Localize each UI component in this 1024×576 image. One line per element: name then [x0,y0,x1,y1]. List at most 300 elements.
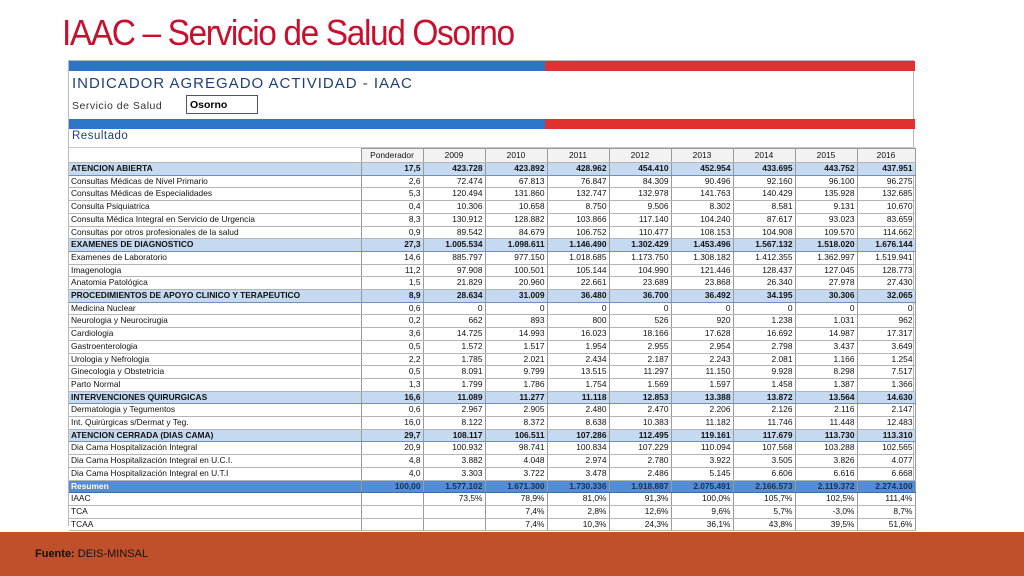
value-cell[interactable]: 141.763 [671,188,733,201]
value-cell[interactable]: 102.565 [857,442,915,455]
value-cell[interactable]: 1,3 [361,378,423,391]
value-cell[interactable]: 1.018.685 [547,251,609,264]
value-cell[interactable]: 16.692 [733,328,795,341]
value-cell[interactable]: 22.661 [547,277,609,290]
value-cell[interactable]: 1.518.020 [795,239,857,252]
value-cell[interactable]: 36.480 [547,290,609,303]
value-cell[interactable]: 6.668 [857,467,915,480]
value-cell[interactable]: 0 [857,302,915,315]
value-cell[interactable]: 3.882 [423,455,485,468]
value-cell[interactable]: 2.470 [609,404,671,417]
value-cell[interactable]: 12,6% [609,505,671,518]
value-cell[interactable]: 106.752 [547,226,609,239]
row-label-cell[interactable]: ATENCION CERRADA (DIAS CAMA) [69,429,361,442]
row-label-cell[interactable]: Dia Cama Hospitalización Integral en U.T.I [69,467,361,480]
value-cell[interactable]: 2.967 [423,404,485,417]
value-cell[interactable]: 132.747 [547,188,609,201]
row-label-cell[interactable]: Anatomia Patológica [69,277,361,290]
table-row [69,226,915,239]
row-label-cell[interactable]: Resumen [69,480,361,493]
value-cell[interactable]: 5.145 [671,467,733,480]
value-cell[interactable]: 107.229 [609,442,671,455]
table-row [69,366,915,379]
value-cell[interactable]: 1.799 [423,378,485,391]
value-cell[interactable]: 8,9 [361,290,423,303]
value-cell[interactable]: 87.617 [733,213,795,226]
value-cell[interactable]: 7,4% [485,505,547,518]
value-cell[interactable]: 113.310 [857,429,915,442]
value-cell[interactable]: 8,7% [857,505,915,518]
row-label-cell[interactable]: Urologia y Nefrologia [69,353,361,366]
value-cell[interactable]: 131.860 [485,188,547,201]
row-label-cell[interactable]: Medicina Nuclear [69,302,361,315]
value-cell[interactable]: 0 [671,302,733,315]
value-cell[interactable]: 12.483 [857,417,915,430]
value-cell[interactable]: 3.505 [733,455,795,468]
value-cell[interactable]: 16,0 [361,417,423,430]
value-cell[interactable]: 89.542 [423,226,485,239]
value-cell[interactable]: 2.486 [609,467,671,480]
value-cell[interactable]: 98.741 [485,442,547,455]
value-cell[interactable]: 121.446 [671,264,733,277]
value-cell[interactable]: 18.166 [609,328,671,341]
value-cell[interactable]: 2.798 [733,340,795,353]
value-cell[interactable]: 112.495 [609,429,671,442]
row-label-cell[interactable]: Consultas Médicas de Especialidades [69,188,361,201]
value-cell[interactable]: 135.928 [795,188,857,201]
value-cell[interactable]: 93.023 [795,213,857,226]
value-cell[interactable]: 0,2 [361,315,423,328]
row-label-cell[interactable]: Dermatologia y Tegumentos [69,404,361,417]
value-cell[interactable]: 111,4% [857,493,915,506]
value-cell[interactable]: 13.564 [795,391,857,404]
row-label-cell[interactable]: Gastroenterologia [69,340,361,353]
value-cell[interactable]: 3.437 [795,340,857,353]
value-cell[interactable]: 1.366 [857,378,915,391]
value-cell[interactable]: 105,7% [733,493,795,506]
row-label-cell[interactable]: Consultas Médicas de Nivel Primario [69,175,361,188]
value-cell[interactable]: 1.254 [857,353,915,366]
value-cell[interactable]: 14.993 [485,328,547,341]
value-cell[interactable]: 20,9 [361,442,423,455]
value-cell[interactable]: 0 [609,302,671,315]
value-cell[interactable]: 31.009 [485,290,547,303]
value-cell[interactable]: 11.277 [485,391,547,404]
value-cell[interactable]: 104.908 [733,226,795,239]
value-cell[interactable]: 8.581 [733,201,795,214]
value-cell[interactable]: 1.954 [547,340,609,353]
value-cell[interactable]: 27.978 [795,277,857,290]
value-cell[interactable]: 100.501 [485,264,547,277]
value-cell[interactable]: 2.187 [609,353,671,366]
value-cell[interactable]: 1.918.887 [609,480,671,493]
value-cell[interactable]: 13.388 [671,391,733,404]
value-cell[interactable]: 2.480 [547,404,609,417]
value-cell[interactable]: 10.306 [423,201,485,214]
value-cell[interactable]: 91,3% [609,493,671,506]
value-cell[interactable]: 109.570 [795,226,857,239]
value-cell[interactable]: 2.954 [671,340,733,353]
value-cell[interactable]: 128.773 [857,264,915,277]
value-cell[interactable]: 1.517 [485,340,547,353]
value-cell[interactable]: 0,5 [361,340,423,353]
value-cell[interactable]: 800 [547,315,609,328]
value-cell[interactable]: 20.960 [485,277,547,290]
value-cell[interactable]: 1.676.144 [857,239,915,252]
value-cell[interactable]: 3.722 [485,467,547,480]
value-cell[interactable]: 43,8% [733,518,795,531]
value-cell[interactable]: 11.448 [795,417,857,430]
value-cell[interactable]: 1.302.429 [609,239,671,252]
section-row [69,163,915,176]
value-cell[interactable]: 2.434 [547,353,609,366]
value-cell[interactable]: 67.813 [485,175,547,188]
value-cell[interactable]: 2.905 [485,404,547,417]
value-cell[interactable]: 2.206 [671,404,733,417]
value-cell[interactable]: 1.166 [795,353,857,366]
value-cell[interactable]: 113.730 [795,429,857,442]
value-cell[interactable]: 2.955 [609,340,671,353]
value-cell[interactable]: 9.799 [485,366,547,379]
value-cell[interactable]: 3.826 [795,455,857,468]
value-cell[interactable]: 36.700 [609,290,671,303]
value-cell[interactable]: 29,7 [361,429,423,442]
row-label-cell[interactable]: Examenes de Laboratorio [69,251,361,264]
value-cell[interactable]: 8.750 [547,201,609,214]
value-cell[interactable]: 140.429 [733,188,795,201]
value-cell[interactable]: 110.094 [671,442,733,455]
value-cell[interactable]: 127.045 [795,264,857,277]
value-cell[interactable]: 34.195 [733,290,795,303]
value-cell[interactable]: 9.506 [609,201,671,214]
value-cell[interactable]: 2.116 [795,404,857,417]
value-cell[interactable]: 10.670 [857,201,915,214]
value-cell[interactable]: 8.372 [485,417,547,430]
value-cell[interactable]: 23.689 [609,277,671,290]
value-cell[interactable]: 13.872 [733,391,795,404]
value-cell[interactable]: 103.866 [547,213,609,226]
value-cell[interactable]: 130.912 [423,213,485,226]
value-cell[interactable]: 1.671.300 [485,480,547,493]
value-cell[interactable]: 10.658 [485,201,547,214]
row-label-cell[interactable]: Ginecologia y Obstetricia [69,366,361,379]
value-cell[interactable]: 11.118 [547,391,609,404]
value-cell[interactable]: 8.302 [671,201,733,214]
value-cell[interactable]: 1.146.490 [547,239,609,252]
value-cell[interactable]: 21.829 [423,277,485,290]
row-label-cell[interactable]: Int. Quirúrgicas s/Dermat y Teg. [69,417,361,430]
value-cell[interactable]: 132.978 [609,188,671,201]
value-cell[interactable]: 104.990 [609,264,671,277]
value-cell[interactable]: 100,00 [361,480,423,493]
value-cell[interactable]: 1.597 [671,378,733,391]
value-cell[interactable]: 0 [485,302,547,315]
value-cell[interactable]: 2.126 [733,404,795,417]
value-cell[interactable]: 96.100 [795,175,857,188]
value-cell[interactable]: 0,6 [361,404,423,417]
row-label-cell[interactable]: PROCEDIMIENTOS DE APOYO CLINICO Y TERAPEUTICO [69,290,361,303]
value-cell[interactable]: 3.478 [547,467,609,480]
value-cell[interactable]: 36.492 [671,290,733,303]
value-cell[interactable]: 8.298 [795,366,857,379]
value-cell[interactable]: 454.410 [609,163,671,176]
value-cell[interactable]: 1.453.496 [671,239,733,252]
value-cell[interactable]: 102,5% [795,493,857,506]
value-cell[interactable]: 2.075.491 [671,480,733,493]
value-cell[interactable]: 23.868 [671,277,733,290]
value-cell[interactable]: 3,6 [361,328,423,341]
value-cell[interactable]: 1.567.132 [733,239,795,252]
value-cell[interactable]: 1.786 [485,378,547,391]
value-cell[interactable]: 1.173.750 [609,251,671,264]
iaac-table [69,148,916,531]
value-cell[interactable]: 8.091 [423,366,485,379]
value-cell[interactable]: 128.882 [485,213,547,226]
value-cell[interactable]: 2.274.100 [857,480,915,493]
value-cell[interactable]: 0,5 [361,366,423,379]
table-row [69,188,915,201]
value-cell[interactable]: 8.122 [423,417,485,430]
value-cell[interactable]: 84.309 [609,175,671,188]
value-cell[interactable]: 443.752 [795,163,857,176]
row-label-cell[interactable]: Consulta Médica Integral en Servicio de Urgencia [69,213,361,226]
value-cell[interactable]: 1.730.336 [547,480,609,493]
value-cell[interactable]: 90.496 [671,175,733,188]
value-cell[interactable]: 1.577.102 [423,480,485,493]
value-cell[interactable]: 1,5 [361,277,423,290]
value-cell[interactable]: 8,3 [361,213,423,226]
value-cell[interactable]: 428.962 [547,163,609,176]
value-cell[interactable]: 132.685 [857,188,915,201]
value-cell[interactable]: 2.974 [547,455,609,468]
value-cell[interactable]: 17.317 [857,328,915,341]
value-cell[interactable]: 14,6 [361,251,423,264]
value-cell[interactable]: 16,6 [361,391,423,404]
value-cell[interactable]: 11,2 [361,264,423,277]
value-cell[interactable]: 10.383 [609,417,671,430]
value-cell[interactable]: 16.023 [547,328,609,341]
value-cell[interactable]: 437.951 [857,163,915,176]
value-cell[interactable]: 106.511 [485,429,547,442]
value-cell[interactable]: 107.568 [733,442,795,455]
value-cell[interactable]: 11.089 [423,391,485,404]
value-cell[interactable]: 10,3% [547,518,609,531]
row-label-cell[interactable]: EXAMENES DE DIAGNOSTICO [69,239,361,252]
value-cell[interactable]: 0,6 [361,302,423,315]
value-cell[interactable]: 11.150 [671,366,733,379]
value-cell[interactable]: 120.494 [423,188,485,201]
row-label-cell[interactable]: Dia Cama Hospitalización Integral [69,442,361,455]
value-cell[interactable]: 2.081 [733,353,795,366]
value-cell[interactable] [361,493,423,506]
row-label-cell[interactable]: TCAA [69,518,361,531]
value-cell[interactable]: 92.160 [733,175,795,188]
value-cell[interactable]: 117.140 [609,213,671,226]
value-cell[interactable]: 17,5 [361,163,423,176]
table-row [69,213,915,226]
value-cell[interactable]: 5,7% [733,505,795,518]
value-cell[interactable]: 1.754 [547,378,609,391]
value-cell[interactable]: 526 [609,315,671,328]
value-cell[interactable]: 105.144 [547,264,609,277]
value-cell[interactable]: 1.362.997 [795,251,857,264]
value-cell[interactable]: 0 [423,302,485,315]
value-cell[interactable]: 84.679 [485,226,547,239]
value-cell[interactable]: 0,9 [361,226,423,239]
value-cell[interactable]: 27,3 [361,239,423,252]
value-cell[interactable]: 9.928 [733,366,795,379]
value-cell[interactable]: 32.065 [857,290,915,303]
row-label-cell[interactable]: ATENCION ABIERTA [69,163,361,176]
value-cell[interactable] [423,518,485,531]
value-cell[interactable]: 108.153 [671,226,733,239]
value-cell[interactable]: 24,3% [609,518,671,531]
value-cell[interactable]: 0,4 [361,201,423,214]
value-cell[interactable]: 7,4% [485,518,547,531]
value-cell[interactable]: 4,0 [361,467,423,480]
row-label-cell[interactable]: INTERVENCIONES QUIRURGICAS [69,391,361,404]
value-cell[interactable]: 920 [671,315,733,328]
value-cell[interactable]: 1.569 [609,378,671,391]
value-cell[interactable]: 128.437 [733,264,795,277]
column-header-row [69,149,915,163]
value-cell[interactable]: 2.119.372 [795,480,857,493]
value-cell[interactable]: 9.131 [795,201,857,214]
value-cell[interactable]: 1.387 [795,378,857,391]
value-cell[interactable]: 72.474 [423,175,485,188]
value-cell[interactable]: 28.634 [423,290,485,303]
value-cell[interactable]: 17.628 [671,328,733,341]
value-cell[interactable]: 6.606 [733,467,795,480]
value-cell[interactable] [361,505,423,518]
value-cell[interactable]: 662 [423,315,485,328]
value-cell[interactable]: 114.662 [857,226,915,239]
value-cell[interactable]: 14.630 [857,391,915,404]
value-cell[interactable]: 1.308.182 [671,251,733,264]
service-label: Servicio de Salud [72,100,163,112]
value-cell[interactable]: 117.679 [733,429,795,442]
value-cell[interactable]: 885.797 [423,251,485,264]
value-cell[interactable]: 110.477 [609,226,671,239]
value-cell[interactable]: 4,8 [361,455,423,468]
value-cell[interactable]: 76.847 [547,175,609,188]
value-cell[interactable]: 1.005.534 [423,239,485,252]
value-cell[interactable]: 2,6 [361,175,423,188]
value-cell[interactable]: 108.117 [423,429,485,442]
value-cell[interactable]: 81,0% [547,493,609,506]
value-cell[interactable]: 1.785 [423,353,485,366]
value-cell[interactable]: 1.572 [423,340,485,353]
value-cell[interactable]: 423.892 [485,163,547,176]
value-cell[interactable]: 103.288 [795,442,857,455]
row-label-cell[interactable]: IAAC [69,493,361,506]
service-value-cell[interactable]: Osorno [186,95,258,114]
value-cell[interactable]: 14.725 [423,328,485,341]
value-cell[interactable]: 2,2 [361,353,423,366]
value-cell[interactable]: 2,8% [547,505,609,518]
value-cell[interactable]: 2.147 [857,404,915,417]
value-cell[interactable]: 1.412.355 [733,251,795,264]
value-cell[interactable]: 0 [547,302,609,315]
value-cell[interactable]: 1.238 [733,315,795,328]
value-cell[interactable]: 8.638 [547,417,609,430]
value-cell[interactable]: 452.954 [671,163,733,176]
value-cell[interactable]: 3.649 [857,340,915,353]
value-cell[interactable]: 3.922 [671,455,733,468]
value-cell[interactable]: 9,6% [671,505,733,518]
value-cell[interactable]: 83.659 [857,213,915,226]
value-cell[interactable]: 107.286 [547,429,609,442]
value-cell[interactable]: 977.150 [485,251,547,264]
value-cell[interactable]: 97.908 [423,264,485,277]
value-cell[interactable]: 51,6% [857,518,915,531]
row-label-cell[interactable]: Imagenologia [69,264,361,277]
value-cell[interactable]: 100,0% [671,493,733,506]
value-cell[interactable]: 4.077 [857,455,915,468]
row-label-cell[interactable]: TCA [69,505,361,518]
value-cell[interactable]: 11.297 [609,366,671,379]
value-cell[interactable]: 2.021 [485,353,547,366]
value-cell[interactable]: 7.517 [857,366,915,379]
value-cell[interactable]: -3,0% [795,505,857,518]
row-label-cell[interactable]: Cardiologia [69,328,361,341]
value-cell[interactable]: 13.515 [547,366,609,379]
value-cell[interactable]: 27.430 [857,277,915,290]
value-cell[interactable] [423,505,485,518]
value-cell[interactable]: 2.780 [609,455,671,468]
value-cell[interactable] [361,518,423,531]
value-cell[interactable]: 100.834 [547,442,609,455]
value-cell[interactable]: 1.031 [795,315,857,328]
value-cell[interactable]: 4.048 [485,455,547,468]
value-cell[interactable]: 73,5% [423,493,485,506]
value-cell[interactable]: 78,9% [485,493,547,506]
value-cell[interactable]: 2.166.573 [733,480,795,493]
value-cell[interactable]: 1.458 [733,378,795,391]
row-label-cell[interactable]: Consulta Psiquiatrica [69,201,361,214]
row-label-cell[interactable]: Dia Cama Hospitalización Integral en U.C.I. [69,455,361,468]
value-cell[interactable]: 3.303 [423,467,485,480]
value-cell[interactable]: 11.182 [671,417,733,430]
value-cell[interactable]: 423.728 [423,163,485,176]
value-cell[interactable]: 30.306 [795,290,857,303]
value-cell[interactable]: 0 [733,302,795,315]
value-cell[interactable]: 433.695 [733,163,795,176]
value-cell[interactable]: 39,5% [795,518,857,531]
value-cell[interactable]: 1.519.941 [857,251,915,264]
row-label-cell[interactable]: Neurologia y Neurocirugia [69,315,361,328]
value-cell[interactable]: 96.275 [857,175,915,188]
row-label-cell[interactable]: Parto Normal [69,378,361,391]
value-cell[interactable]: 26.340 [733,277,795,290]
value-cell[interactable]: 6.616 [795,467,857,480]
value-cell[interactable]: 5,3 [361,188,423,201]
value-cell[interactable]: 104.240 [671,213,733,226]
value-cell[interactable]: 11.746 [733,417,795,430]
value-cell[interactable]: 36,1% [671,518,733,531]
value-cell[interactable]: 962 [857,315,915,328]
value-cell[interactable]: 1.098.611 [485,239,547,252]
source-note [35,548,148,560]
value-cell[interactable]: 119.161 [671,429,733,442]
row-label-cell[interactable]: Consultas por otros profesionales de la salud [69,226,361,239]
value-cell[interactable]: 893 [485,315,547,328]
value-cell[interactable]: 14.987 [795,328,857,341]
value-cell[interactable]: 12.853 [609,391,671,404]
value-cell[interactable]: 2.243 [671,353,733,366]
value-cell[interactable]: 0 [795,302,857,315]
value-cell[interactable]: 100.932 [423,442,485,455]
